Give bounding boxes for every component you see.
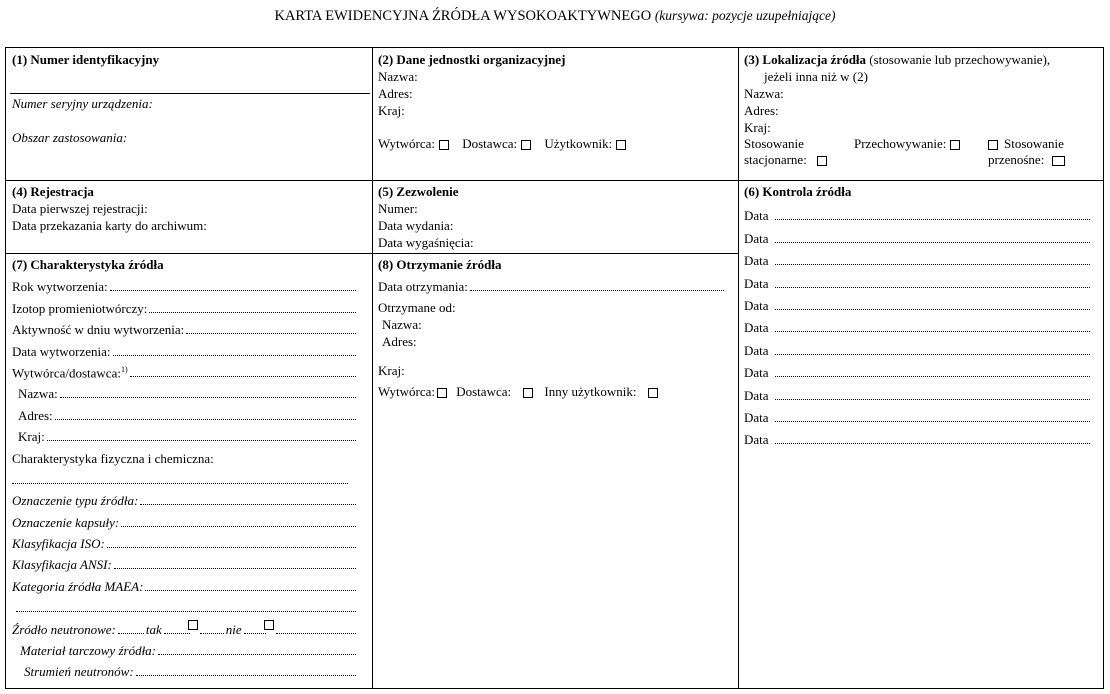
ansi-label: Klasyfikacja ANSI: (12, 557, 112, 573)
s3-fixed-checkbox[interactable] (817, 156, 827, 166)
control-date-label: Data (744, 230, 769, 246)
target-material-label: Materiał tarczowy źródła: (20, 643, 157, 659)
control-date-field[interactable] (775, 219, 1090, 220)
s2-header: (2) Dane jednostki organizacyjnej (378, 52, 566, 67)
control-date-label: Data (744, 253, 769, 269)
control-date-field[interactable] (775, 443, 1090, 444)
control-date-row (744, 381, 1092, 403)
s3-country-label: Kraj: (744, 120, 771, 135)
control-date-list (744, 202, 1092, 448)
s2-address-label: Adres: (378, 86, 413, 101)
control-date-label: Data (744, 297, 769, 313)
producer-label: Wytwórca/dostawca: (12, 364, 121, 380)
control-date-row (744, 224, 1092, 246)
s8-other-user-label: Inny użytkownik: (544, 384, 637, 400)
record-card-form (5, 47, 1104, 689)
s8-header: (8) Otrzymanie źródła (378, 257, 502, 272)
control-date-row (744, 247, 1092, 269)
s8-supplier-label: Dostawca: (456, 384, 512, 400)
s4-header: (4) Rejestracja (12, 184, 94, 199)
s8-country-label: Kraj: (378, 363, 405, 379)
s3-storage-checkbox[interactable] (950, 140, 960, 150)
usage-area-label: Obszar zastosowania: (12, 130, 128, 145)
serial-number-label: Numer seryjny urządzenia: (12, 96, 153, 111)
s6-header: (6) Kontrola źródła (744, 184, 852, 199)
permit-expiry-label: Data wygaśnięcia: (378, 235, 474, 250)
control-date-field[interactable] (775, 331, 1090, 332)
s2-supplier-label: Dostawca: (462, 136, 518, 151)
iaea-label: Kategoria źródła MAEA: (12, 578, 144, 594)
capsule-label: Oznaczenie kapsuły: (12, 514, 120, 530)
control-date-field[interactable] (775, 287, 1090, 288)
s8-manufacturer-checkbox[interactable] (437, 388, 447, 398)
control-date-row (744, 269, 1092, 291)
s3-header-note: (stosowanie lub przechowywanie), (866, 52, 1051, 67)
s8-supplier-checkbox[interactable] (523, 388, 533, 398)
physchem-label: Charakterystyka fizyczna i chemiczna: (12, 450, 214, 466)
isotope-label: Izotop promieniotwórczy: (12, 300, 148, 316)
control-date-row (744, 292, 1092, 314)
row-divider-2 (6, 253, 738, 254)
s8-role-row (378, 383, 726, 400)
section-location (744, 51, 1100, 170)
s3-usage-row (744, 136, 1100, 170)
permit-number-label: Numer: (378, 201, 418, 216)
s2-supplier-checkbox[interactable] (521, 140, 531, 150)
title-note: (kursywa: pozycje uzupełniające) (654, 8, 836, 23)
control-date-label: Data (744, 320, 769, 336)
activity-label: Aktywność w dniu wytworzenia: (12, 322, 185, 338)
s2-country-label: Kraj: (378, 103, 405, 118)
s3-storage-label: Przechowywanie: (854, 136, 947, 151)
neutron-label: Źródło neutronowe: (12, 621, 116, 637)
section-source-control (744, 183, 1092, 448)
neutron-no-checkbox[interactable] (264, 620, 274, 630)
archive-date-label: Data przekazania karty do archiwum: (12, 218, 207, 233)
production-date-label: Data wytworzenia: (12, 343, 111, 359)
s2-name-label: Nazwa: (378, 69, 418, 84)
control-date-row (744, 202, 1092, 224)
s7-country-label: Kraj: (18, 429, 45, 445)
control-date-label: Data (744, 208, 769, 224)
s3-name-label: Nazwa: (744, 86, 784, 101)
section-organization (378, 51, 734, 152)
section-permit (378, 183, 734, 251)
s2-user-label: Użytkownik: (544, 136, 613, 151)
type-code-label: Oznaczenie typu źródła: (12, 493, 139, 509)
control-date-label: Data (744, 432, 769, 448)
control-date-field[interactable] (775, 242, 1090, 243)
received-from-label: Otrzymane od: (378, 300, 456, 316)
control-date-field[interactable] (775, 421, 1090, 422)
control-date-label: Data (744, 365, 769, 381)
section-characteristics (12, 256, 358, 680)
s8-name-label: Nazwa: (382, 317, 422, 333)
s2-manufacturer-label: Wytwórca: (378, 136, 435, 151)
iso-label: Klasyfikacja ISO: (12, 536, 105, 552)
neutron-no-label: nie (225, 621, 242, 637)
control-date-row (744, 404, 1092, 426)
s3-address-label: Adres: (744, 103, 779, 118)
s8-address-label: Adres: (382, 334, 417, 350)
neutron-yes-label: tak (145, 621, 162, 637)
s3-mobile-checkbox-spacer (988, 140, 998, 150)
production-year-label: Rok wytworzenia: (12, 279, 108, 295)
control-date-field[interactable] (775, 354, 1090, 355)
s1-id-line (10, 93, 370, 94)
s3-fixed-label-1: Stosowanie (744, 136, 804, 151)
control-date-field[interactable] (775, 376, 1090, 377)
page-title (0, 8, 1110, 25)
s3-mobile-checkbox[interactable] (1052, 156, 1065, 166)
column-divider-1 (372, 48, 373, 688)
title-main: KARTA EWIDENCYJNA ŹRÓDŁA WYSOKOAKTYWNEGO (274, 8, 652, 24)
s7-header: (7) Charakterystyka źródła (12, 257, 164, 272)
section-identification (12, 51, 368, 145)
control-date-row (744, 314, 1092, 336)
control-date-row (744, 336, 1092, 358)
section-receipt (378, 256, 726, 400)
control-date-label: Data (744, 342, 769, 358)
receipt-date-label: Data otrzymania: (378, 279, 468, 295)
column-divider-2 (738, 48, 739, 688)
permit-issue-label: Data wydania: (378, 218, 454, 233)
s1-header: (1) Numer identyfikacyjny (12, 52, 160, 67)
control-date-label: Data (744, 275, 769, 291)
row-divider-1 (6, 180, 1103, 181)
neutron-row (12, 616, 358, 637)
control-date-row (744, 426, 1092, 448)
s8-other-user-checkbox[interactable] (648, 388, 658, 398)
neutron-yes-checkbox[interactable] (188, 620, 198, 630)
control-date-field[interactable] (775, 399, 1090, 400)
neutron-flux-label: Strumień neutronów: (24, 664, 134, 680)
s8-manufacturer-label: Wytwórca: (378, 384, 435, 400)
s7-address-label: Adres: (18, 407, 53, 423)
s3-header-note2: jeżeli inna niż w (2) (764, 69, 868, 84)
control-date-row (744, 359, 1092, 381)
s3-fixed-label-2: stacjonarne: (744, 152, 807, 167)
section-registration (12, 183, 368, 234)
control-date-label: Data (744, 387, 769, 403)
control-date-field[interactable] (775, 264, 1090, 265)
s3-mobile-label-1: Stosowanie (1004, 136, 1064, 151)
s7-name-label: Nazwa: (18, 386, 58, 402)
s2-manufacturer-checkbox[interactable] (439, 140, 449, 150)
footnote-mark: 1) (120, 364, 128, 374)
s5-header: (5) Zezwolenie (378, 184, 459, 199)
control-date-label: Data (744, 409, 769, 425)
s3-mobile-label-2: przenośne: (988, 152, 1045, 167)
s3-header: (3) Lokalizacja źródła (744, 52, 867, 67)
first-registration-label: Data pierwszej rejestracji: (12, 201, 148, 216)
s2-role-row (378, 135, 734, 152)
s2-user-checkbox[interactable] (616, 140, 626, 150)
control-date-field[interactable] (775, 309, 1090, 310)
